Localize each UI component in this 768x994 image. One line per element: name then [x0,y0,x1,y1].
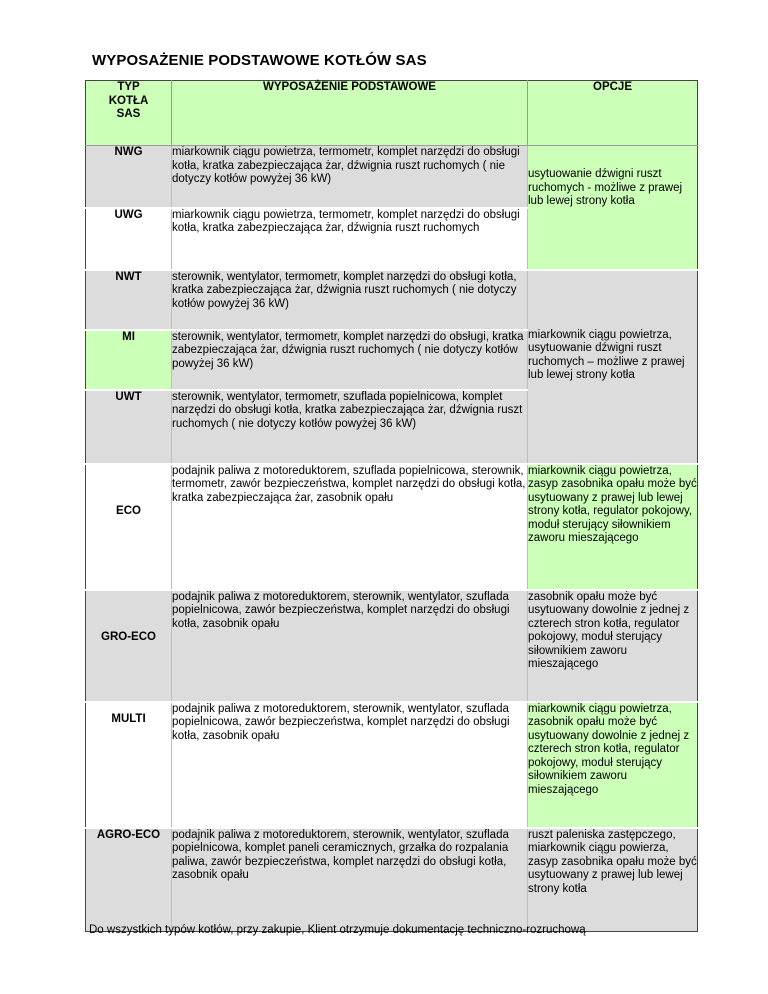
footer-note: Do wszystkich typów kotłów, przy zakupie, Klient otrzymuje dokumentację techniczno-rozruchową [89,924,586,936]
type-cell: NWT [86,270,172,330]
page-title: WYPOSAŻENIE PODSTAWOWE KOTŁÓW SAS [92,52,427,69]
table-row [86,270,698,330]
equipment-cell: miarkownik ciągu powietrza, termometr, komplet narzędzi do obsługi kotła, kratka zabezpieczająca żar, dźwignia ruszt ruchomych [172,208,528,270]
header-options: OPCJE [528,81,698,146]
equipment-cell: miarkownik ciągu powietrza, termometr, komplet narzędzi do obsługi kotła, kratka zabezpieczająca żar, dźwignia ruszt ruchomych ( nie dotyczy kotłów powyżej 36 kW) [172,146,528,208]
options-cell: usytuowanie dźwigni ruszt ruchomych - możliwe z prawej lub lewej strony kotła [528,146,698,270]
type-cell: ECO [86,464,172,590]
header-type-line: TYP [117,81,140,93]
type-cell: AGRO-ECO [86,828,172,932]
type-cell: MI [86,330,172,390]
options-cell: miarkownik ciągu powietrza, zasobnik opału może być usytuowany dowolnie z jednej z czterech stron kotła, regulator pokojowy, moduł sterujący siłownikiem zaworu mieszającego [528,702,698,828]
table-row [86,828,698,932]
equipment-cell: podajnik paliwa z motoreduktorem, szuflada popielnicowa, sterownik, termometr, zawór bezpieczeństwa, komplet narzędzi do obsługi kotła, kratka zabezpieczająca żar, zasobnik opału [172,464,528,590]
options-cell: miarkownik ciągu powietrza, zasyp zasobnika opału może być usytuowany z prawej lub lewej strony kotła, regulator pokojowy, moduł sterujący siłownikiem zaworu mieszającego [528,464,698,590]
type-cell: GRO-ECO [86,590,172,702]
equipment-cell: sterownik, wentylator, termometr, komplet narzędzi do obsługi, kratka zabezpieczająca żar, dźwignia ruszt ruchomych ( nie dotyczy kotłów powyżej 36 kW) [172,330,528,390]
options-cell: ruszt paleniska zastępczego, miarkownik ciągu powierza, zasyp zasobnika opału może być usytuowany z prawej lub lewej strony kotła [528,828,698,932]
table-header-row [86,81,698,146]
type-cell: UWG [86,208,172,270]
options-cell: miarkownik ciągu powietrza, usytuowanie dźwigni ruszt ruchomych – możliwe z prawej lub lewej strony kotła [528,270,698,464]
options-cell: zasobnik opału może być usytuowany dowolnie z jednej z czterech stron kotła, regulator pokojowy, moduł sterujący siłownikiem zaworu mieszającego [528,590,698,702]
type-cell: UWT [86,390,172,464]
header-type-line: KOTŁA [108,94,149,107]
table-row [86,590,698,702]
type-cell: MULTI [86,702,172,828]
table-row [86,146,698,208]
equipment-cell: sterownik, wentylator, termometr, szuflada popielnicowa, komplet narzędzi do obsługi kotła, kratka zabezpieczająca żar, dźwignia ruszt ruchomych ( nie dotyczy kotłów powyżej 36 kW) [172,390,528,464]
table-row [86,702,698,828]
equipment-cell: podajnik paliwa z motoreduktorem, sterownik, wentylator, szuflada popielnicowa, zawór bezpieczeństwa, komplet narzędzi do obsługi kotła, zasobnik opału [172,702,528,828]
header-type [86,81,172,146]
equipment-cell: podajnik paliwa z motoreduktorem, sterownik, wentylator, szuflada popielnicowa, komplet paneli ceramicznych, grzałka do rozpalania paliwa, zawór bezpieczeństwa, komplet narzędzi do obsługi kotła, zasobnik opału [172,828,528,932]
equipment-cell: sterownik, wentylator, termometr, komplet narzędzi do obsługi kotła, kratka zabezpieczająca żar, dźwignia ruszt ruchomych ( nie dotyczy kotłów powyżej 36 kW) [172,270,528,330]
header-equipment: WYPOSAŻENIE PODSTAWOWE [172,81,528,146]
header-type-line: SAS [116,108,141,121]
table-row [86,464,698,590]
equipment-table [85,80,698,932]
type-cell: NWG [86,146,172,208]
equipment-cell: podajnik paliwa z motoreduktorem, sterownik, wentylator, szuflada popielnicowa, zawór bezpieczeństwa, komplet narzędzi do obsługi kotła, zasobnik opału [172,590,528,702]
